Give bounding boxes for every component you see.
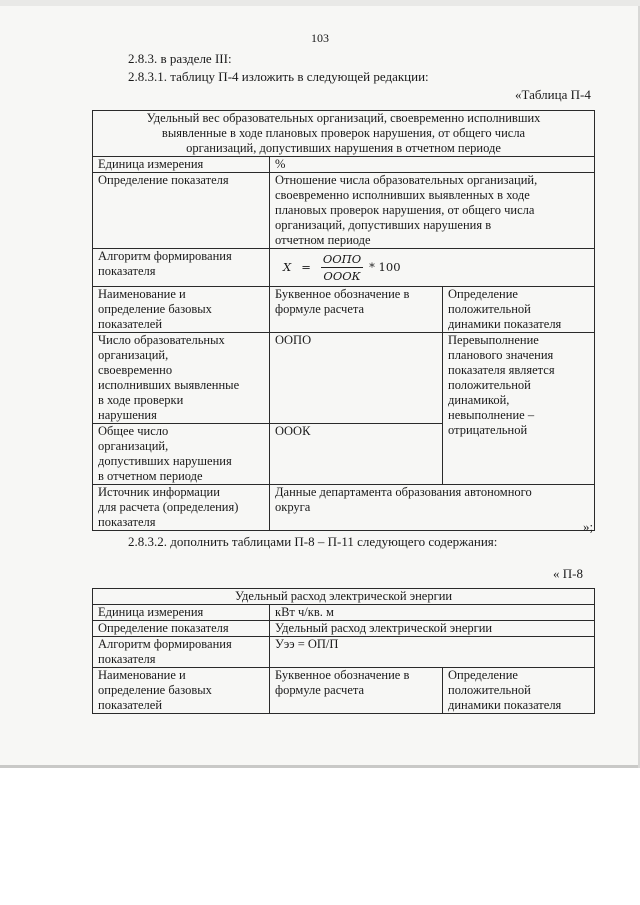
definition-label: Определение показателя xyxy=(93,173,270,249)
text-line: 2.8.3.1. таблицу П-4 изложить в следующей редакции: xyxy=(128,69,429,84)
unit-value: кВт ч/кв. м xyxy=(270,605,595,621)
table-caption: « П-8 xyxy=(553,566,583,581)
row-a-name: Число образовательных организаций, своевременно исполнивших выявленные в ходе проверки нарушения xyxy=(93,333,270,424)
base-header-name: Наименование и определение базовых показателей xyxy=(93,287,270,333)
dynamics-value: Перевыполнение планового значения показателя является положительной динамикой, невыполнение – отрицательной xyxy=(443,333,595,485)
closing-quote: »; xyxy=(583,519,594,534)
page-number: 103 xyxy=(311,31,329,45)
table-title: Удельный вес образовательных организаций, своевременно исполнивших выявленные в ходе плановых проверок нарушения, от общего числа организаций, допустивших нарушения в отчетном периоде xyxy=(93,111,595,157)
definition-label: Определение показателя xyxy=(93,621,270,637)
source-label: Источник информации для расчета (определения) показателя xyxy=(93,485,270,531)
table-caption: «Таблица П-4 xyxy=(515,87,591,102)
algorithm-value: Уээ = ОП/П xyxy=(270,637,595,668)
base-header-code: Буквенное обозначение в формуле расчета xyxy=(270,668,443,714)
row-b-code: ОООК xyxy=(270,424,443,485)
formula: X = $\frac{\text{ООПО}}{\text{ОООК}}$ * 100 xyxy=(283,251,401,283)
definition-value: Удельный расход электрической энергии xyxy=(270,621,595,637)
base-header-dynamics: Определение положительной динамики показателя xyxy=(443,287,595,333)
base-header-dynamics: Определение положительной динамики показателя xyxy=(443,668,595,714)
formula-cell xyxy=(270,249,595,287)
algorithm-label: Алгоритм формирования показателя xyxy=(93,637,270,668)
unit-label: Единица измерения xyxy=(93,157,270,173)
definition-value: Отношение числа образовательных организаций, своевременно исполнивших выявленных в ходе плановых проверок нарушения, от общего числа организаций, допустивших нарушения в отчетном периоде xyxy=(270,173,595,249)
table-title: Удельный расход электрической энергии xyxy=(93,589,595,605)
table-p8 xyxy=(92,588,595,714)
scan-top-edge xyxy=(0,0,640,6)
source-value: Данные департамента образования автономного округа xyxy=(270,485,595,531)
row-b-name: Общее число организаций, допустивших нарушения в отчетном периоде xyxy=(93,424,270,485)
unit-value: % xyxy=(270,157,595,173)
base-header-code: Буквенное обозначение в формуле расчета xyxy=(270,287,443,333)
row-a-code: ООПО xyxy=(270,333,443,424)
text-line: 2.8.3. в разделе III: xyxy=(128,51,232,66)
text-line: 2.8.3.2. дополнить таблицами П-8 – П-11 следующего содержания: xyxy=(128,534,498,549)
algorithm-label: Алгоритм формирования показателя xyxy=(93,249,270,287)
formula-numerator: ООПО xyxy=(322,251,362,266)
table-p4 xyxy=(92,110,595,531)
unit-label: Единица измерения xyxy=(93,605,270,621)
base-header-name: Наименование и определение базовых показателей xyxy=(93,668,270,714)
formula-denominator: ОООК xyxy=(323,268,361,283)
